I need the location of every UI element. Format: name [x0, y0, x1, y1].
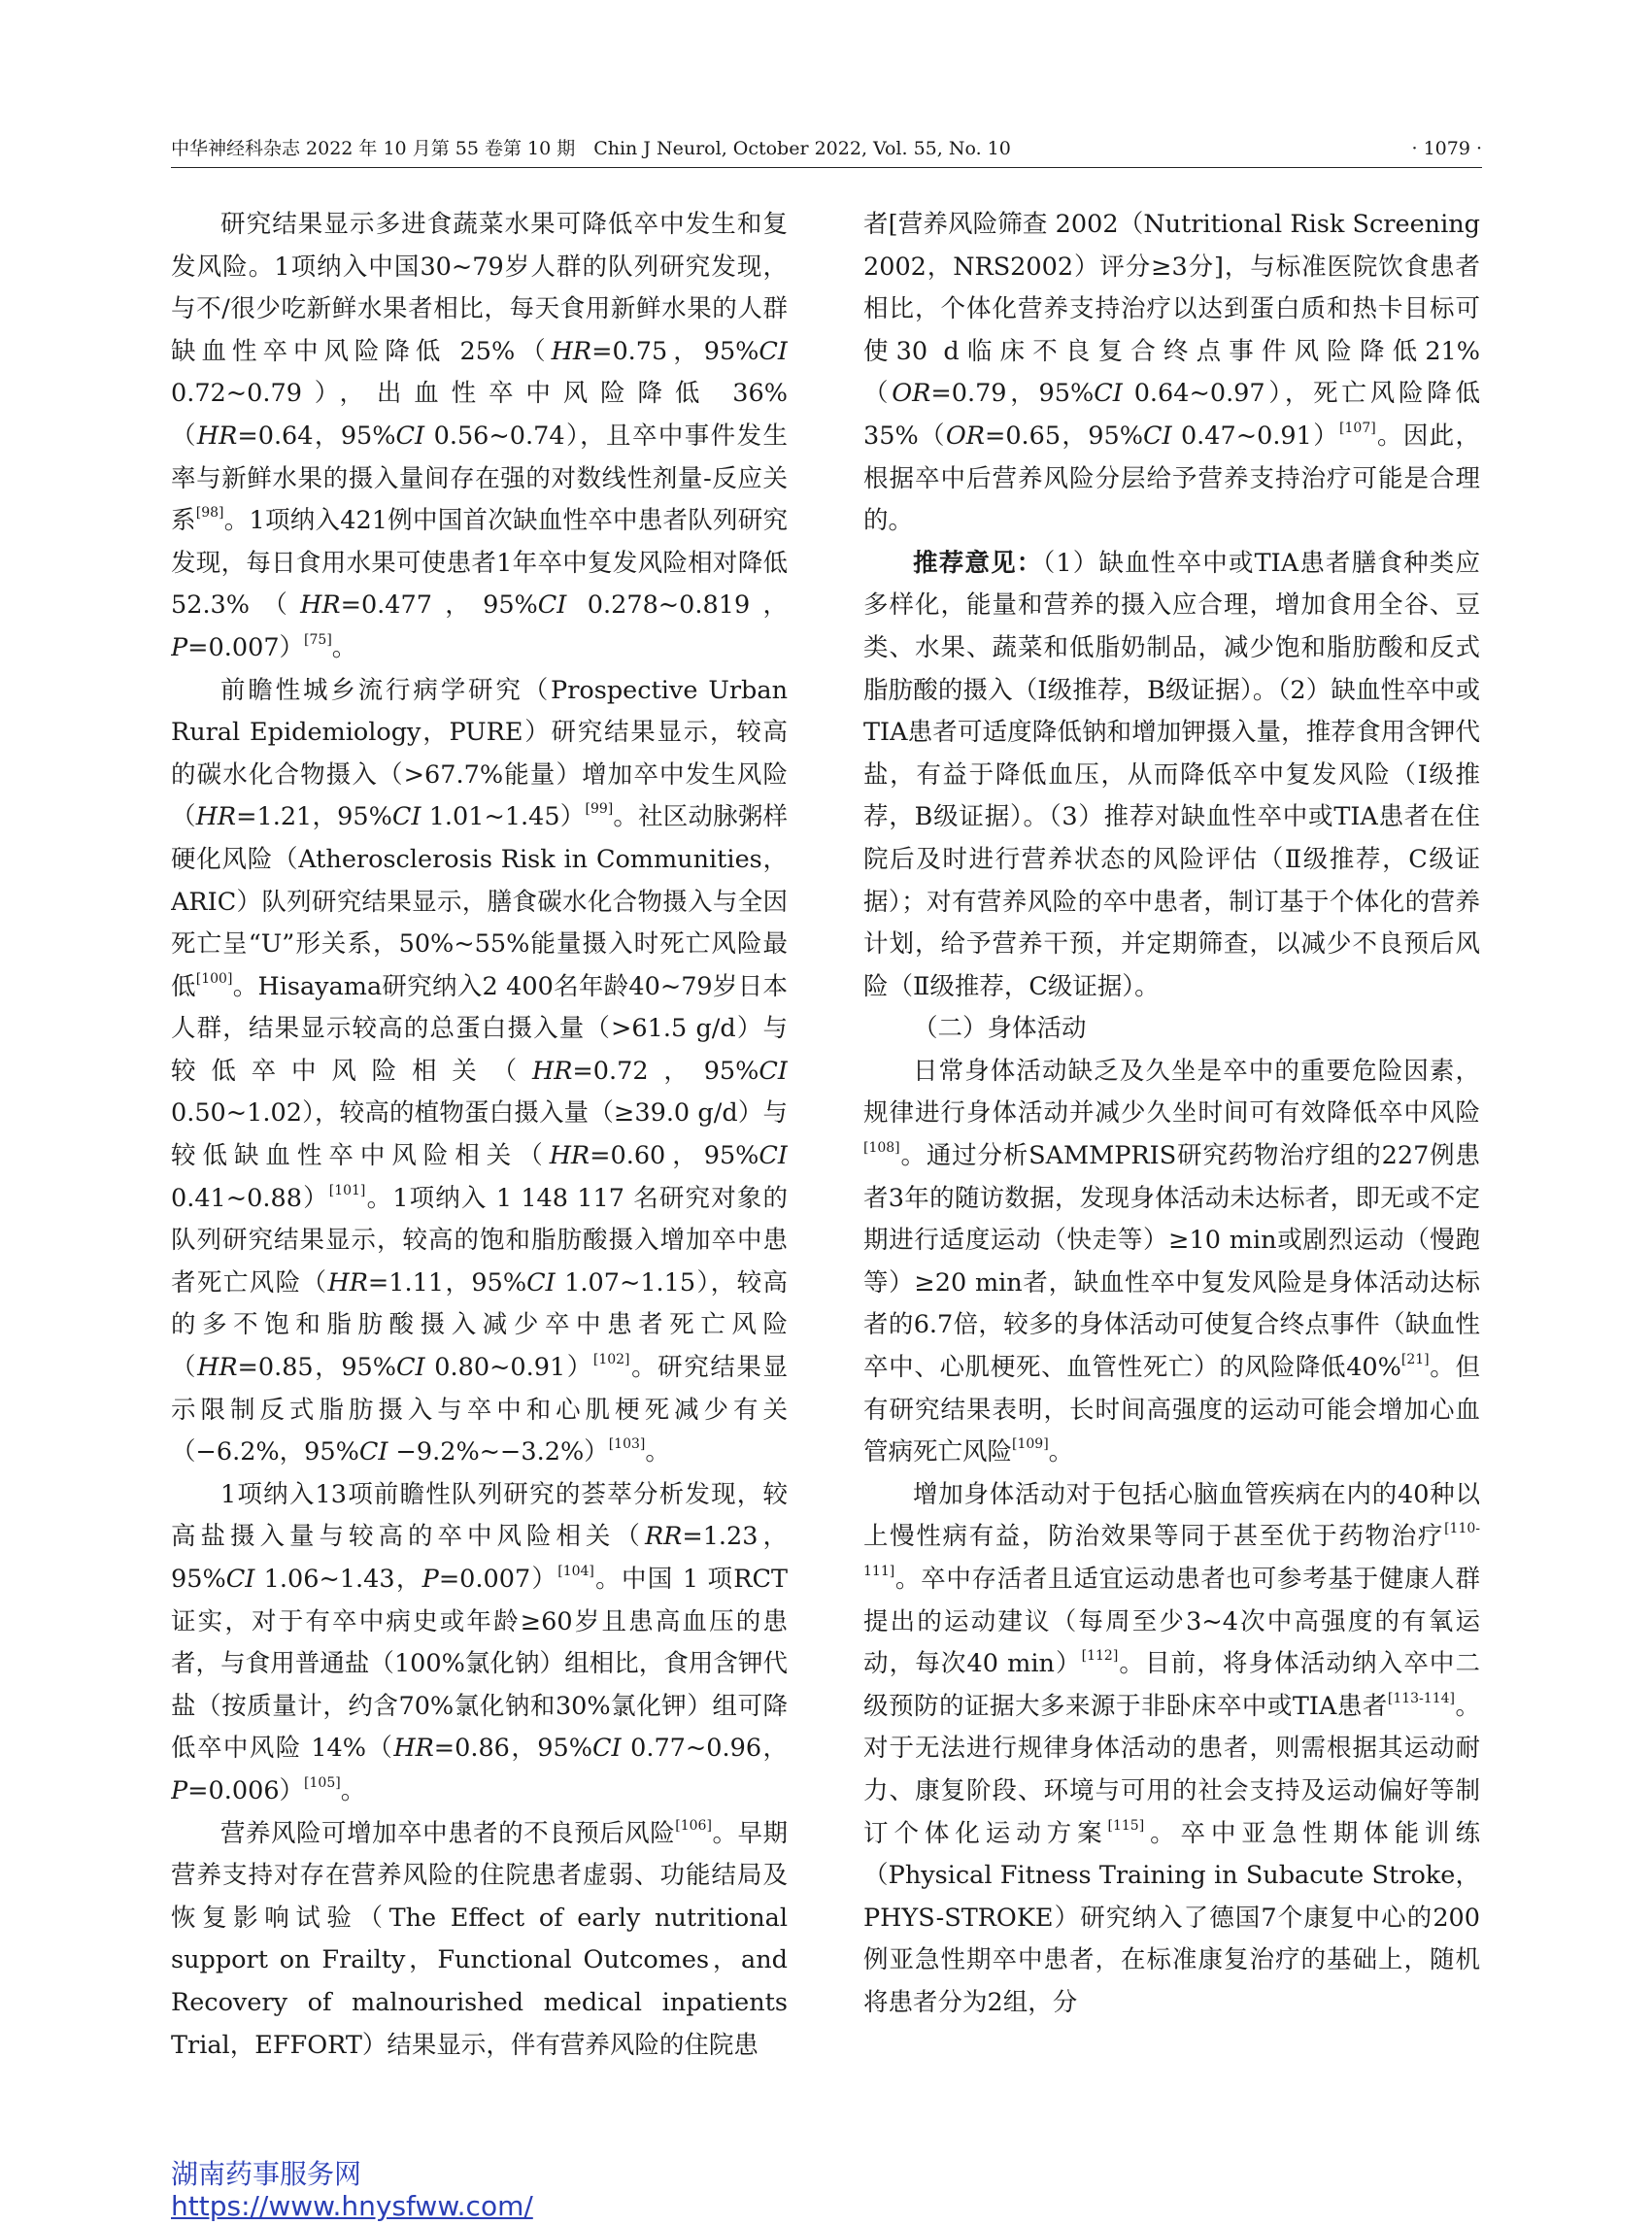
- right-column: [863, 204, 1480, 2069]
- text-run: 。目前，将身体活动纳入卒中二级预防的证据大多来源于非卧床卒中或TIA患者: [863, 1649, 1480, 1721]
- statistic-symbol: CI: [1094, 379, 1123, 409]
- statistic-symbol: CI: [391, 802, 421, 832]
- text-run: −9.2%~−3.2%）: [388, 1437, 609, 1467]
- text-run: =1.21，95%: [236, 802, 392, 832]
- citation-ref: [101]: [328, 1182, 366, 1198]
- text-run: 。: [645, 1437, 670, 1467]
- text-run: 。1项纳入421例中国首次缺血性卒中患者队列研究发现，每日食用水果可使患者1年卒中复发风险相对降低 52.3%（: [171, 506, 788, 621]
- text-run: 。: [1048, 1437, 1074, 1467]
- statistic-symbol: CI: [396, 1353, 425, 1383]
- text-run: =0.79，95%: [930, 379, 1095, 409]
- text-run: 前瞻性城乡流行病学研究（Prospective Urban Rural Epidemiology，PURE）研究结果显示，较高的碳水化合物摄入（>67.7%能量）增加卒中发生风险（: [171, 675, 788, 832]
- text-run: 。因此，根据卒中后营养风险分层给予营养支持治疗可能是合理的。: [863, 421, 1480, 536]
- statistic-symbol: HR: [300, 590, 341, 621]
- text-run: 1.01~1.45）: [421, 802, 586, 832]
- text-run: 0.77~0.96，: [621, 1734, 788, 1764]
- paragraph-physical-activity-benefit: [863, 1474, 1480, 2025]
- statistic-symbol: CI: [759, 1141, 788, 1171]
- text-run: 0.72~0.79），出血性卒中风险降低 36%（: [171, 379, 788, 451]
- text-run: 。中国 1 项RCT证实，对于有卒中病史或年龄≥60岁且患高血压的患者，与食用普通盐（100%氯化钠）组相比，食用含钾代盐（按质量计，约含70%氯化钠和30%氯化钾）组可降低卒中风险 14%（: [171, 1565, 788, 1764]
- statistic-symbol: P: [171, 632, 188, 662]
- citation-ref: [105]: [304, 1774, 341, 1791]
- text-run: 。但有研究结果表明，长时间高强度的运动可能会增加心血管病死亡风险: [863, 1353, 1480, 1467]
- text-run: =0.86，95%: [433, 1734, 592, 1764]
- citation-ref: [98]: [195, 505, 224, 522]
- citation-ref: [108]: [863, 1140, 900, 1157]
- citation-ref: [104]: [557, 1564, 594, 1579]
- text-run: 0.80~0.91）: [424, 1353, 593, 1383]
- citation-ref: [99]: [585, 801, 614, 818]
- text-run: 0.47~0.91）: [1171, 421, 1340, 451]
- text-run: 者[营养风险筛查 2002（Nutritional Risk Screening 2002，NRS2002）评分≥3分]，与标准医院饮食患者相比，个体化营养支持治疗以达到蛋白质和热卡目标可使30 d临床不良复合终点事件风险降低21%（: [863, 210, 1480, 409]
- statistic-symbol: CI: [759, 336, 788, 366]
- statistic-symbol: CI: [526, 1267, 556, 1298]
- left-column: [171, 204, 788, 2069]
- citation-ref: [75]: [304, 631, 332, 648]
- statistic-symbol: P: [171, 1775, 188, 1805]
- statistic-symbol: HR: [531, 1056, 573, 1086]
- text-run: =0.75，95%: [591, 336, 759, 366]
- text-run: =0.007）: [438, 1565, 558, 1594]
- statistic-symbol: CI: [591, 1734, 622, 1764]
- statistic-symbol: CI: [358, 1437, 388, 1467]
- statistic-symbol: HR: [551, 336, 592, 366]
- text-run: 。: [340, 1775, 366, 1805]
- statistic-symbol: HR: [549, 1141, 590, 1171]
- citation-ref: [115]: [1107, 1817, 1145, 1834]
- citation-ref: [110-111]: [863, 1521, 1480, 1579]
- statistic-symbol: CI: [395, 421, 425, 451]
- text-run: =0.85，95%: [237, 1353, 396, 1383]
- statistic-symbol: HR: [196, 421, 238, 451]
- text-run: 增加身体活动对于包括心脑血管疾病在内的40种以上慢性病有益，防治效果等同于甚至优于药物治疗: [863, 1479, 1480, 1552]
- text-run: 1.07~1.15），较高的多不饱和脂肪酸摄入减少卒中患者死亡风险（: [171, 1267, 788, 1383]
- statistic-symbol: HR: [195, 802, 237, 832]
- statistic-symbol: P: [421, 1565, 439, 1594]
- text-run: 研究结果显示多进食蔬菜水果可降低卒中发生和复发风险。1项纳入中国30~79岁人群的队列研究发现，与不/很少吃新鲜水果者相比，每天食用新鲜水果的人群缺血性卒中风险降低 25%（: [171, 210, 788, 366]
- statistic-symbol: HR: [393, 1734, 434, 1764]
- watermark-site-name: 湖南药事服务网: [171, 2158, 362, 2190]
- text-run: 。卒中存活者且适宜运动患者也可参考基于健康人群提出的运动建议（每周至少3~4次中高强度的有氧运动，每次40 min）: [863, 1565, 1480, 1679]
- text-run: =0.477，95%: [340, 590, 538, 621]
- citation-ref: [112]: [1081, 1648, 1119, 1665]
- statistic-symbol: OR: [892, 379, 931, 409]
- text-run: 。1项纳入 1 148 117 名研究对象的队列研究结果显示，较高的饱和脂肪酸摄入增加卒中患者死亡风险（: [171, 1183, 788, 1298]
- paragraph-nutritional-risk: [171, 1813, 788, 2068]
- text-run: 。早期营养支持对存在营养风险的住院患者虚弱、功能结局及恢复影响试验（The Effect of early nutritional support on Frailty，Functional Outcomes，and Recovery of malnourished medical inpatients Trial，EFFORT）结果显示，伴有营养风险的住院患: [171, 1818, 788, 2060]
- running-header: [171, 134, 1482, 163]
- text-run: =0.64，95%: [237, 421, 396, 451]
- citation-ref: [113-114]: [1387, 1690, 1455, 1706]
- text-run: 。对于无法进行规律身体活动的患者，则需根据其运动耐力、康复阶段、环境与可用的社会支持及运动偏好等制订个体化运动方案: [863, 1691, 1480, 1848]
- paragraph-physical-activity-risk: [863, 1051, 1480, 1474]
- text-run: 。研究结果显示限制反式脂肪摄入与卒中和心肌梗死减少有关（−6.2%，95%: [171, 1353, 788, 1467]
- text-run: 。: [331, 632, 357, 662]
- text-run: 。社区动脉粥样硬化风险（Atherosclerosis Risk in Communities，ARIC）队列研究结果显示，膳食碳水化合物摄入与全因死亡呈“U”形关系，50%~55%能量摄入时死亡风险最低: [171, 802, 788, 1001]
- journal-citation: 中华神经科杂志 2022 年 10 月第 55 卷第 10 期 Chin J Neurol, October 2022, Vol. 55, No. 10: [171, 138, 1011, 159]
- statistic-symbol: CI: [759, 1056, 788, 1086]
- text-run: =1.23，95%: [171, 1522, 788, 1594]
- citation-ref: [21]: [1400, 1352, 1430, 1368]
- text-run: 。卒中亚急性期体能训练（Physical Fitness Training in Subacute Stroke，PHYS-STROKE）研究纳入了德国7个康复中心的200例亚急性期卒中患者，在标准康复治疗的基础上，随机将患者分为2组，分: [863, 1818, 1480, 2017]
- text-run: 1.06~1.43，: [254, 1565, 422, 1594]
- citation-ref: [109]: [1012, 1436, 1049, 1453]
- statistic-symbol: RR: [644, 1522, 683, 1552]
- paragraph-salt-intake: [171, 1474, 788, 1813]
- paragraph-effort-trial-continued: [863, 204, 1480, 543]
- recommendation-text: （1）缺血性卒中或TIA患者膳食种类应多样化，能量和营养的摄入应合理，增加食用全谷、豆类、水果、蔬菜和低脂奶制品，减少饱和脂肪酸和反式脂肪酸的摄入（Ⅰ级推荐，B级证据）。（2）缺血性卒中或TIA患者可适度降低钠和增加钾摄入量，推荐食用含钾代盐，有益于降低血压，从而降低卒中复发风险（Ⅰ级推荐，B级证据）。（3）推荐对缺血性卒中或TIA患者在住院后及时进行营养状态的风险评估（Ⅱ级推荐，C级证据）；对有营养风险的卒中患者，制订基于个体化的营养计划，给予营养干预，并定期筛查，以减少不良预后风险（Ⅱ级推荐，C级证据）。: [863, 548, 1480, 1001]
- statistic-symbol: CI: [537, 590, 567, 621]
- statistic-symbol: OR: [945, 421, 985, 451]
- text-run: =0.006）: [187, 1775, 305, 1805]
- text-run: =0.72，95%: [572, 1056, 759, 1086]
- text-run: 营养风险可增加卒中患者的不良预后风险: [220, 1818, 676, 1848]
- statistic-symbol: HR: [197, 1353, 238, 1383]
- text-run: 0.50~1.02），较高的植物蛋白摄入量（≥39.0 g/d）与较低缺血性卒中风险相关（: [171, 1098, 788, 1171]
- text-run: 0.56~0.74），且卒中事件发生率与新鲜水果的摄入量间存在强的对数线性剂量-反应关系: [171, 421, 788, 536]
- header-divider: [171, 167, 1482, 168]
- statistic-symbol: CI: [225, 1565, 255, 1594]
- text-run: =0.65，95%: [984, 421, 1143, 451]
- paragraph-fruit-vegetables: [171, 204, 788, 670]
- text-run: 0.64~0.97），死亡风险降低 35%（: [863, 379, 1480, 451]
- statistic-symbol: HR: [327, 1267, 368, 1298]
- citation-ref: [100]: [195, 970, 233, 987]
- text-run: 。通过分析SAMMPRIS研究药物治疗组的227例患者3年的随访数据，发现身体活动未达标者，即无或不定期进行适度运动（快走等）≥10 min或剧烈运动（慢跑等）≥20 min者，缺血性卒中复发风险是身体活动达标者的6.7倍，较多的身体活动可使复合终点事件（缺血性卒中、心肌梗死、血管性死亡）的风险降低40%: [863, 1141, 1480, 1383]
- text-run: 0.278~0.819，: [566, 590, 788, 621]
- watermark-url-link[interactable]: https://www.hnysfww.com/: [171, 2190, 533, 2222]
- recommendation-paragraph: [863, 543, 1480, 1009]
- text-run: =0.60，95%: [590, 1141, 759, 1171]
- section-heading-physical-activity: （二）身体活动: [913, 1014, 1087, 1044]
- statistic-symbol: CI: [1142, 421, 1172, 451]
- text-run: 日常身体活动缺乏及久坐是卒中的重要危险因素，规律进行身体活动并减少久坐时间可有效降低卒中风险: [863, 1056, 1480, 1129]
- site-watermark: [171, 2158, 579, 2222]
- text-run: 。Hisayama研究纳入2 400名年龄40~79岁日本人群，结果显示较高的总蛋白摄入量（>61.5 g/d）与较低卒中风险相关（: [171, 971, 788, 1086]
- citation-ref: [106]: [675, 1817, 712, 1834]
- text-run: 1项纳入13项前瞻性队列研究的荟萃分析发现，较高盐摄入量与较高的卒中风险相关（: [171, 1479, 788, 1552]
- paragraph-carbohydrate-protein-fat: [171, 670, 788, 1474]
- text-run: =1.11，95%: [367, 1267, 527, 1298]
- citation-ref: [107]: [1339, 420, 1376, 436]
- text-run: =0.007）: [187, 632, 305, 662]
- citation-ref: [103]: [608, 1436, 646, 1453]
- citation-ref: [102]: [592, 1352, 630, 1368]
- page-number: · 1079 ·: [1411, 138, 1482, 159]
- recommendation-label: 推荐意见：: [913, 548, 1043, 578]
- text-run: 0.41~0.88）: [171, 1183, 329, 1213]
